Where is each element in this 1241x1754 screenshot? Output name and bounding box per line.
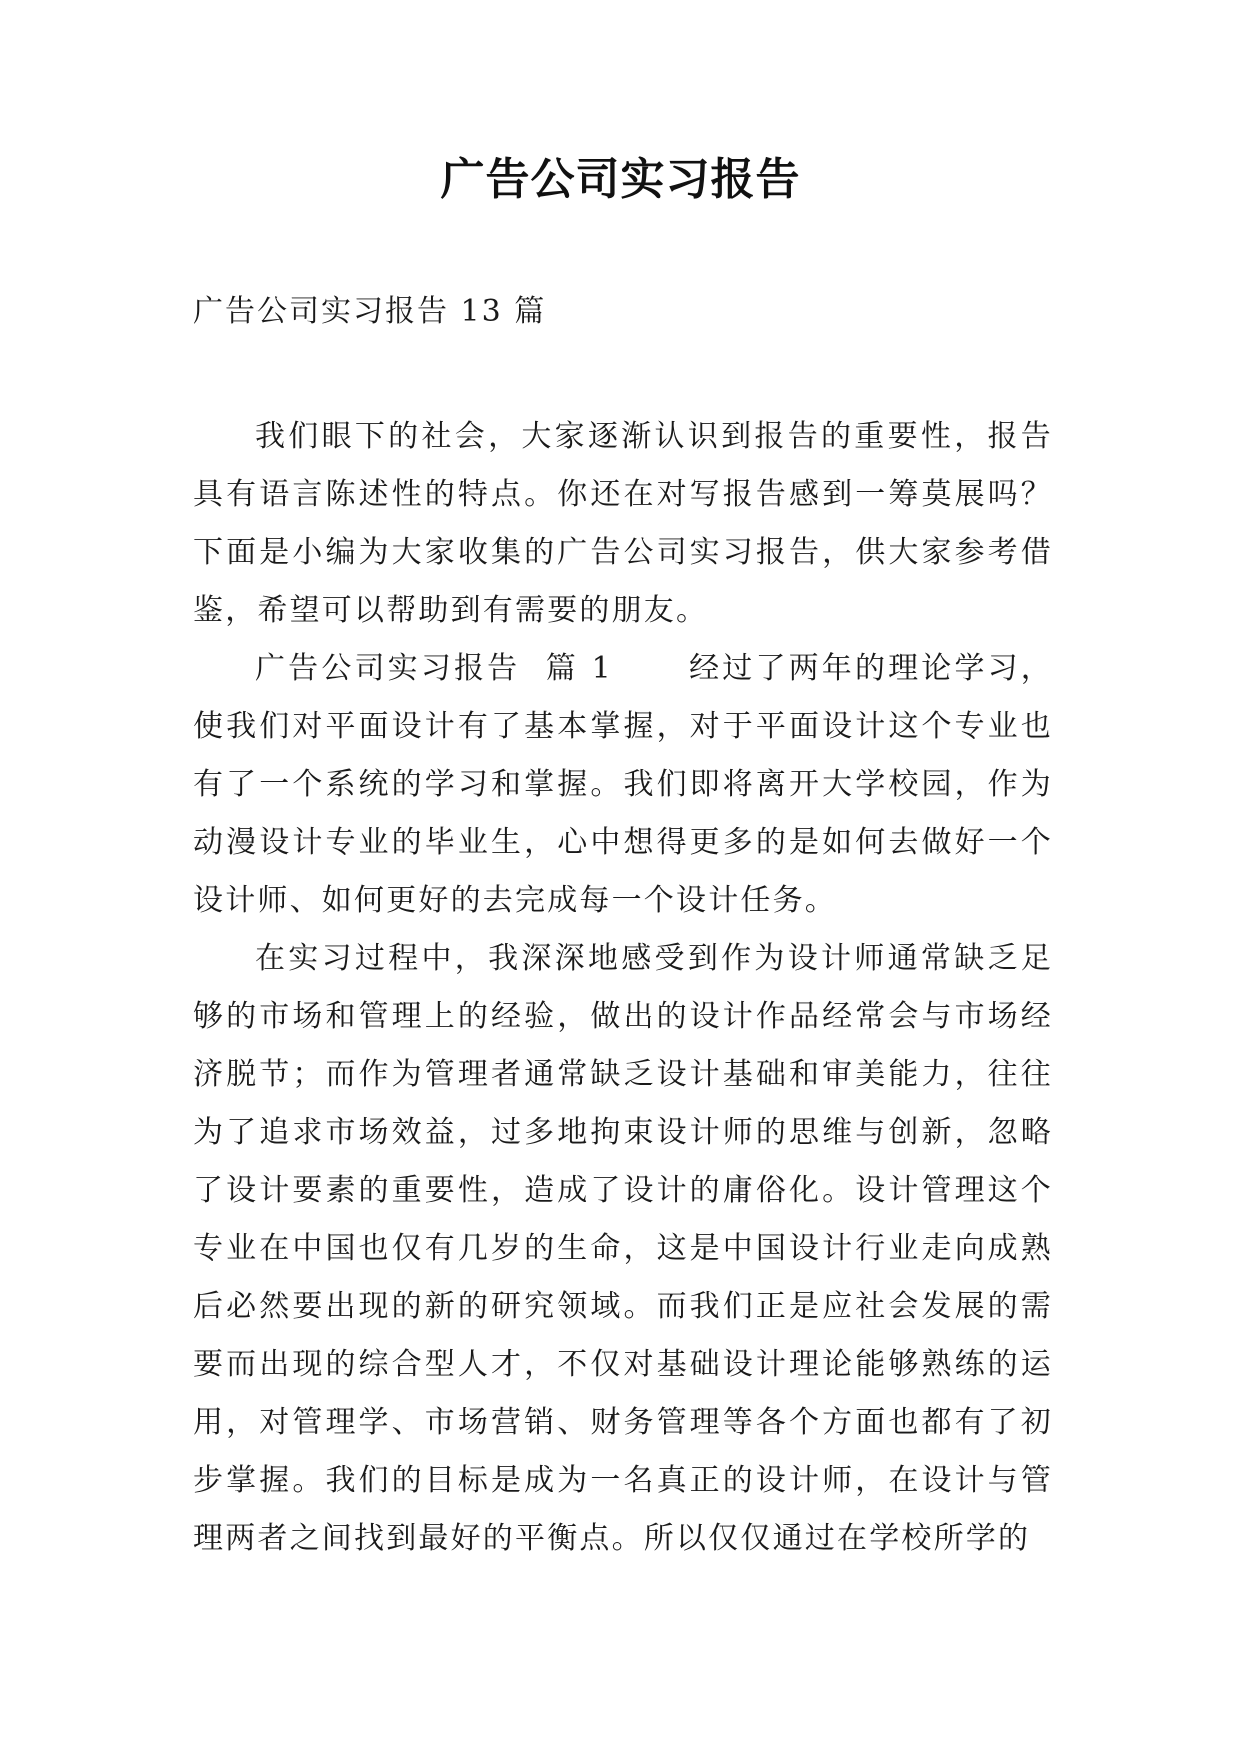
paragraph-internship-experience — [193, 930, 1053, 1568]
paragraph-text: 在实习过程中，我深深地感受到作为设计师通常缺乏足够的市场和管理上的经验，做出的设计作品经常会与市场经济脱节；而作为管理者通常缺乏设计基础和审美能力，往往为了追求市场效益，过多地拘束设计师的思维与创新，忽略了设计要素的重要性，造成了设计的庸俗化。设计管理这个专业在中国也仅有几岁的生命，这是中国设计行业走向成熟后必然要出现的新的研究领域。而我们正是应社会发展的需要而出现的综合型人才，不仅对基础设计理论能够熟练的运用，对管理学、市场营销、财务管理等各个方面也都有了初步掌握。我们的目标是成为一名真正的设计师，在设计与管理两者之间找到最好的平衡点。所以仅仅通过在学校所学的 — [193, 941, 1053, 1556]
document-subtitle: 广告公司实习报告 13 篇 — [193, 294, 547, 329]
paragraph-text: 我们眼下的社会，大家逐渐认识到报告的重要性，报告具有语言陈述性的特点。你还在对写报告感到一筹莫展吗？下面是小编为大家收集的广告公司实习报告，供大家参考借鉴，希望可以帮助到有需要的朋友。 — [193, 419, 1053, 628]
paragraph-intro — [193, 408, 1053, 640]
document-body — [193, 408, 1053, 1568]
document-title: 广告公司实习报告 — [440, 154, 801, 205]
section-heading: 广告公司实习报告 篇 1 — [255, 651, 690, 686]
paragraph-section-1 — [193, 640, 1053, 930]
paragraph-text: 经过了两年的理论学习，使我们对平面设计有了基本掌握，对于平面设计这个专业也有了一个系统的学习和掌握。我们即将离开大学校园，作为动漫设计专业的毕业生，心中想得更多的是如何去做好一个设计师、如何更好的去完成每一个设计任务。 — [193, 651, 1053, 918]
